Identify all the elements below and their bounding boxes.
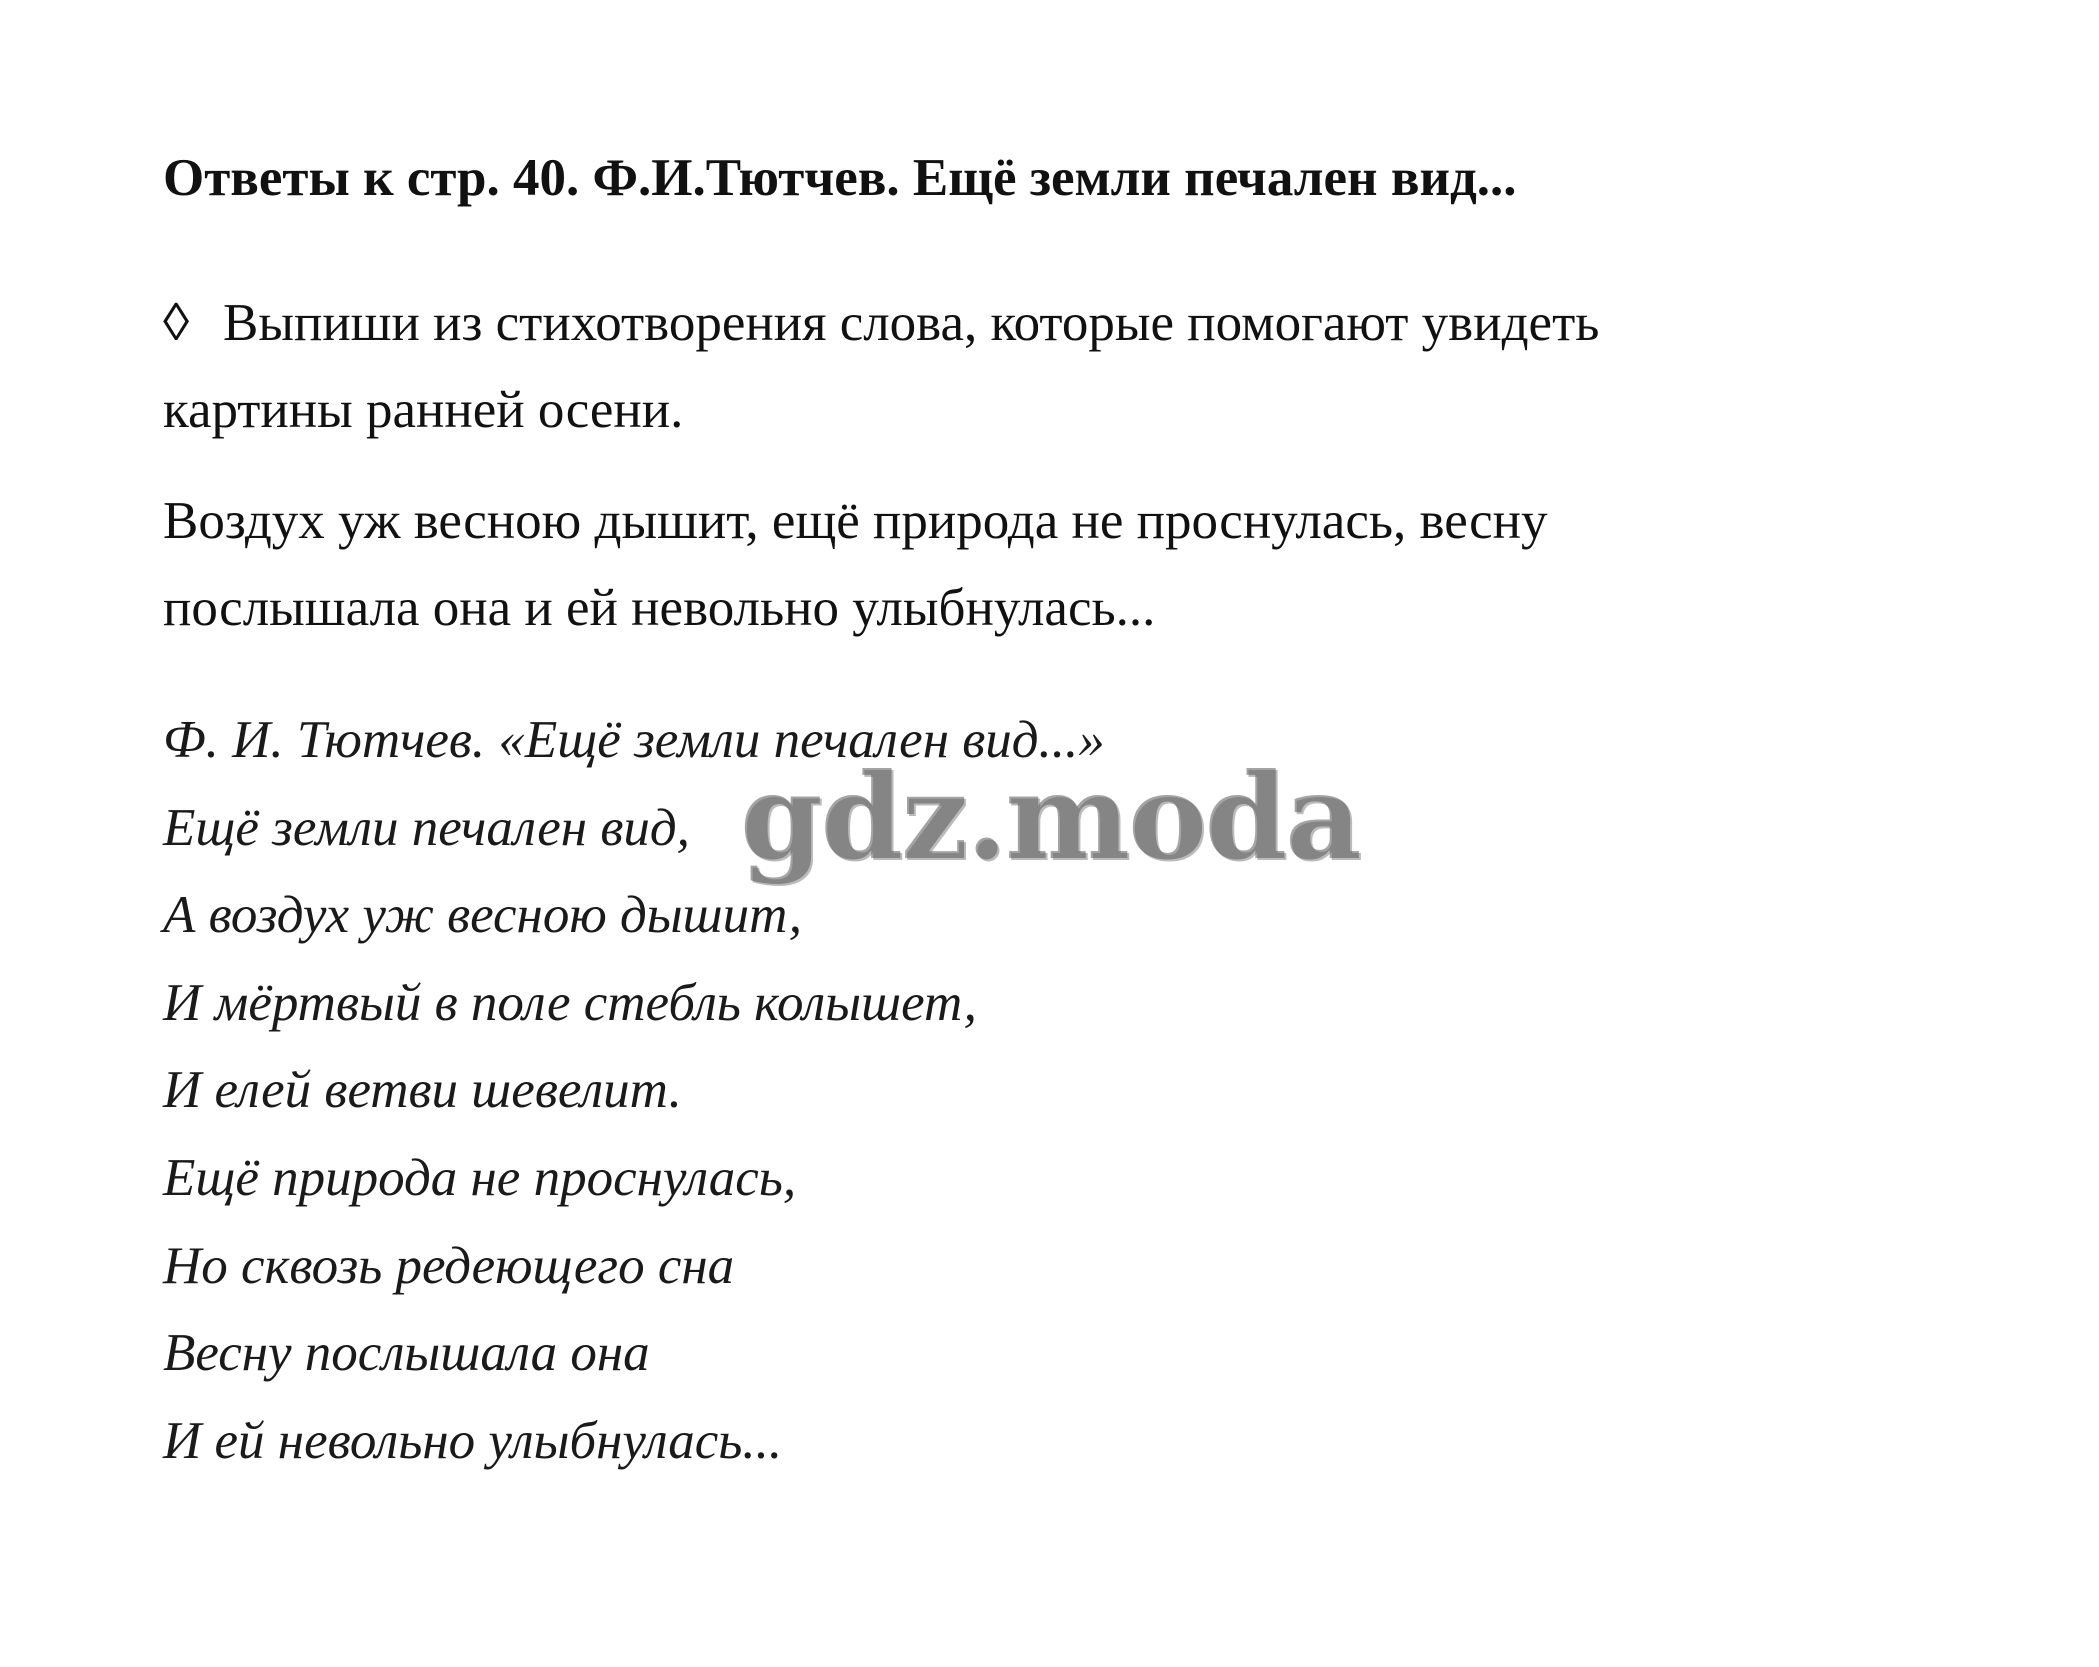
- poem-line: И елей ветви шевелит.: [163, 1061, 682, 1120]
- watermark-logo: gdz.moda: [740, 747, 1360, 886]
- poem-line: Ещё земли печален вид,: [163, 798, 690, 857]
- answer-line-1: Воздух уж весною дышит, ещё природа не проснулась, весну: [163, 492, 1548, 550]
- answer-text: [163, 478, 1963, 652]
- poem-title: Ф. И. Тютчев. «Ещё земли печален вид...»: [163, 711, 1105, 769]
- task-line-1: Выпиши из стихотворения слова, которые помогают увидеть: [223, 294, 1600, 352]
- task-line-2: картины ранней осени.: [163, 381, 684, 439]
- poem-line: И ей невольно улыбнулась...: [163, 1411, 783, 1470]
- poem-line: Весну послышала она: [163, 1324, 650, 1383]
- task-instruction: [163, 280, 1963, 454]
- diamond-bullet-icon: ◊: [163, 294, 190, 352]
- answer-line-2: послышала она и ей невольно улыбнулась...: [163, 579, 1156, 637]
- poem-line: А воздух уж весною дышит,: [163, 886, 803, 945]
- poem-line: Ещё природа не проснулась,: [163, 1148, 797, 1207]
- page-heading: Ответы к стр. 40. Ф.И.Тютчев. Ещё земли печален вид...: [163, 149, 1517, 207]
- poem-line: И мёртвый в поле стебль колышет,: [163, 973, 977, 1032]
- poem-line: Но сквозь редеющего сна: [163, 1236, 735, 1295]
